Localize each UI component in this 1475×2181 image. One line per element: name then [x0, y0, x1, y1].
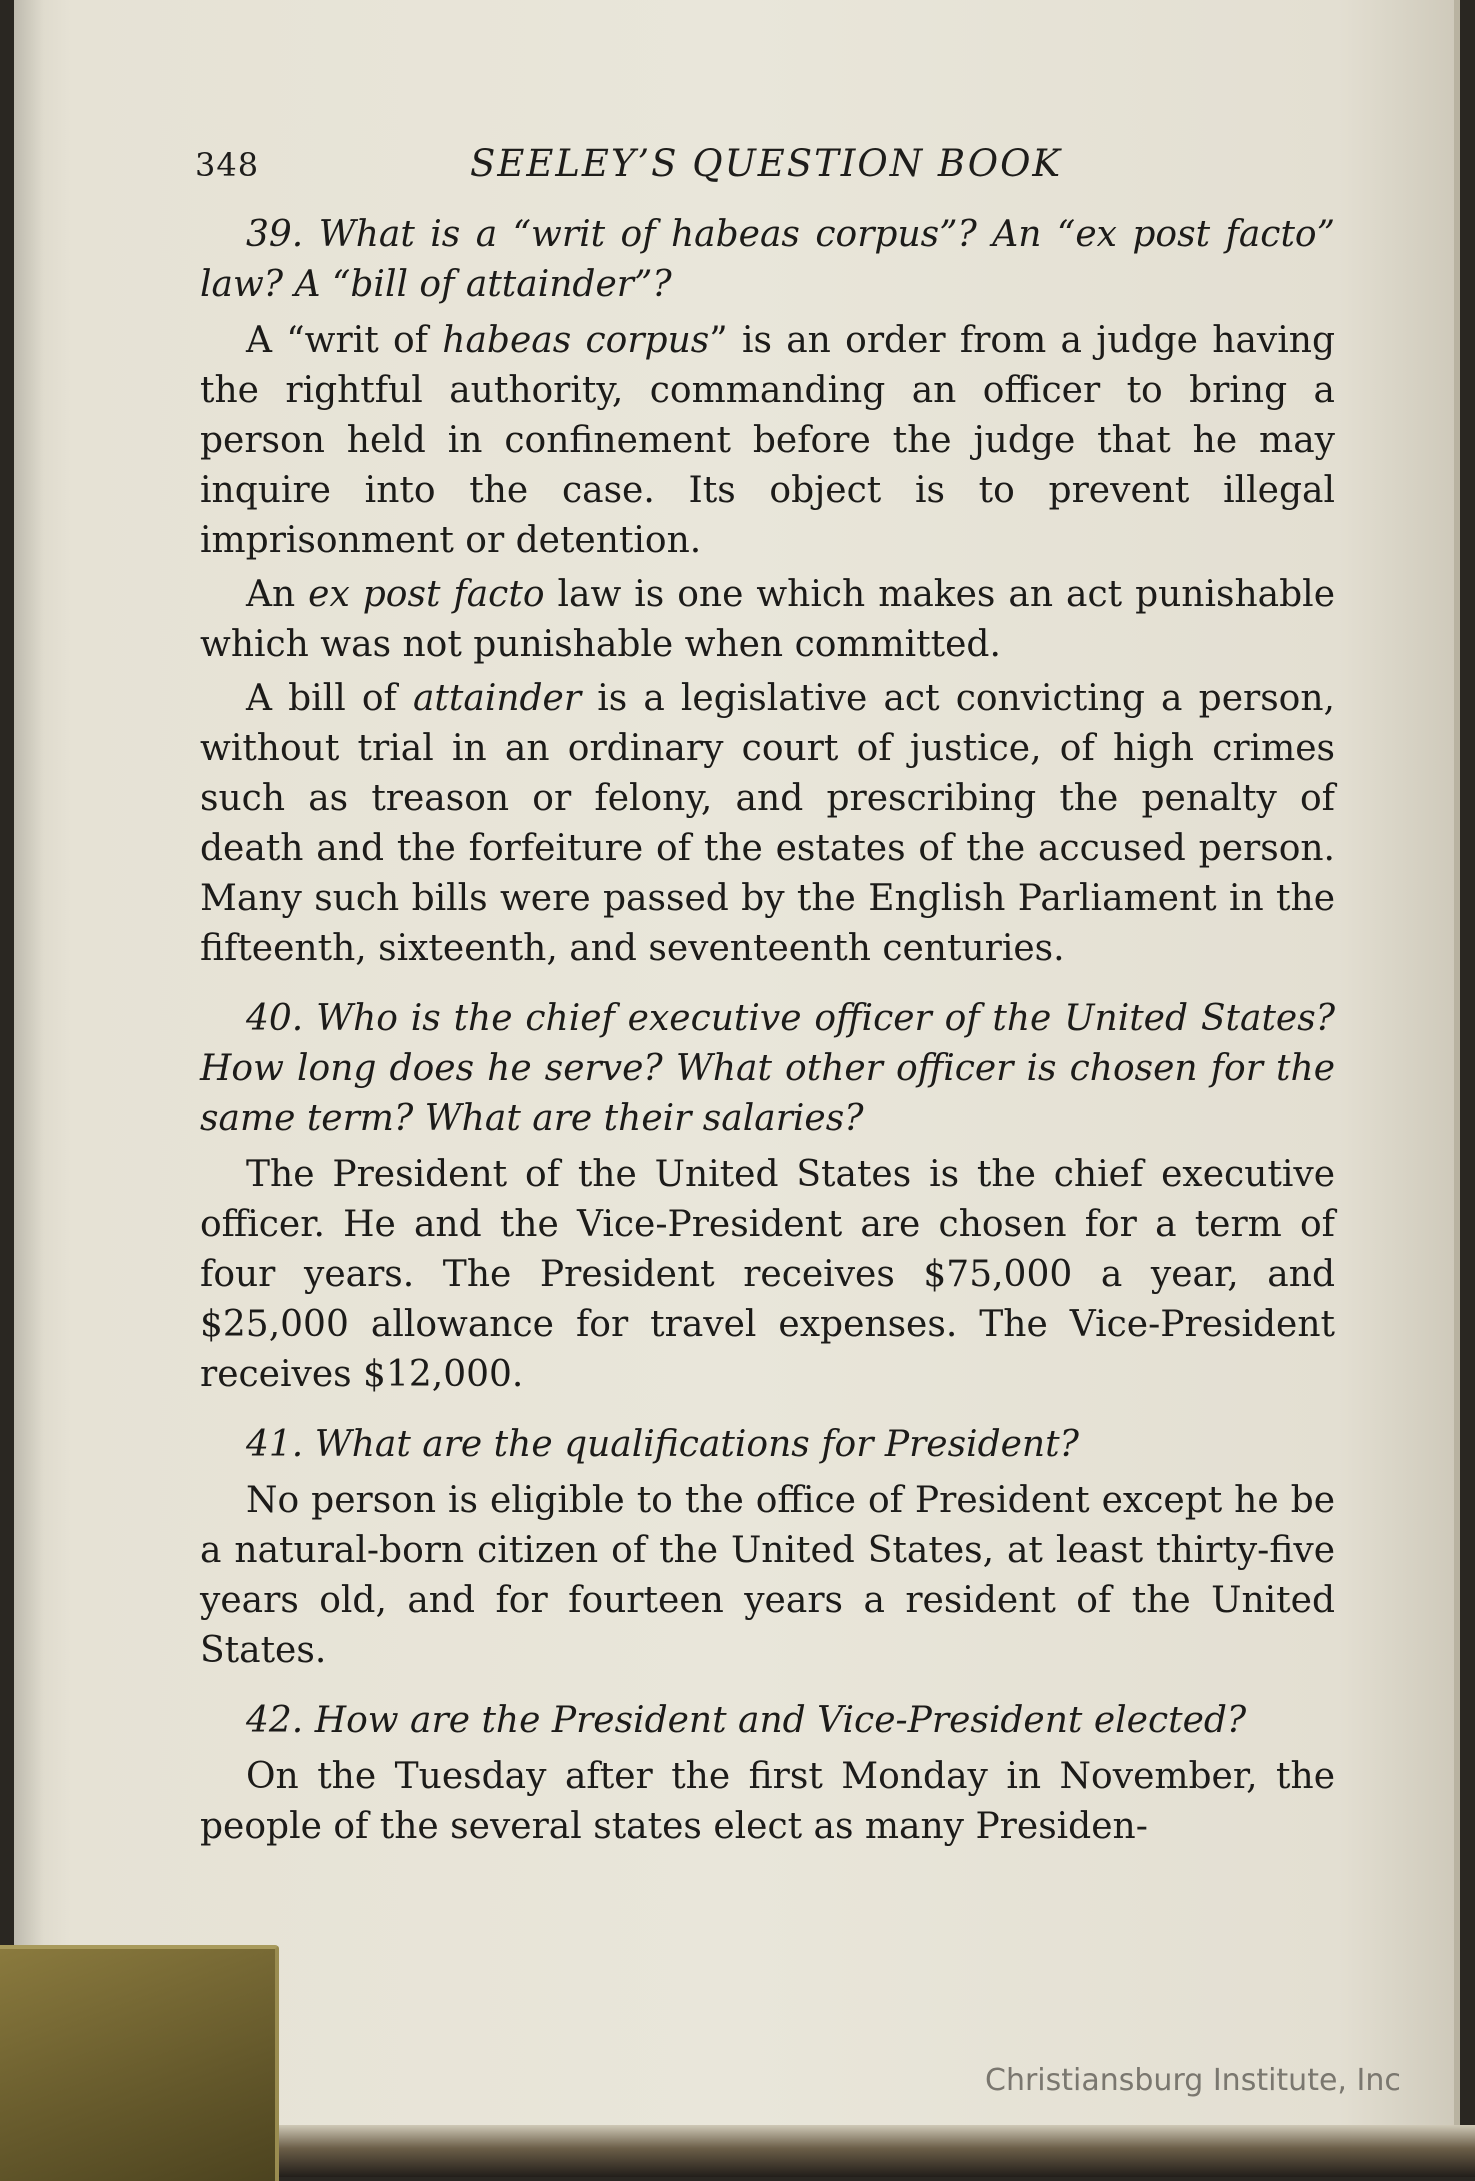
answer-text: A bill of — [246, 678, 413, 719]
answer-text: law is one which makes an act punishable which was not punishable when committed. — [200, 574, 1335, 665]
question-42: 42. How are the President and Vice-President elected? — [246, 1700, 1247, 1741]
page-number: 348 — [195, 146, 260, 184]
spacer — [200, 1680, 1335, 1696]
bookmark-tab — [0, 1945, 279, 2181]
page-gutter-shadow — [14, 0, 44, 2150]
answer-text: An — [246, 574, 309, 615]
answer-text: is a legislative act convicting a person, without trial in an ordinary court of justice, of high crimes such as treason or felony, and prescribing the penalty of death and the forfeiture of the estates of the accused person. Many such bills were passed by the English Parliament in the fifteenth, sixteenth, and seventeenth centuries. — [200, 678, 1335, 969]
question-40: 40. Who is the chief executive officer of the United States? How long does he serve? What other officer is chosen for the same term? What are their salaries? — [200, 998, 1335, 1139]
answer-39-habeas-corpus — [200, 316, 1335, 566]
answer-42: On the Tuesday after the first Monday in November, the people of the several states elect as many Presiden- — [200, 1756, 1335, 1847]
page-header — [195, 138, 1335, 188]
term-attainder: attainder — [412, 678, 582, 719]
spacer — [200, 978, 1335, 994]
question-39: 39. What is a “writ of habeas corpus”? An “ex post facto” law? A “bill of attainder”? — [200, 214, 1335, 305]
running-title: SEELEY’S QUESTION BOOK — [470, 142, 1063, 185]
answer-41: No person is eligible to the office of President except he be a natural-born citizen of the United States, at least thirty-five years old, and for fourteen years a resident of the United States. — [200, 1480, 1335, 1671]
term-habeas-corpus: habeas corpus — [442, 320, 710, 361]
page-body — [200, 210, 1335, 1856]
watermark: Christiansburg Institute, Inc — [985, 2063, 1401, 2098]
answer-39-ex-post-facto — [200, 570, 1335, 670]
term-ex-post-facto: ex post facto — [308, 574, 545, 615]
answer-text: ” is an order from a judge having the rightful authority, commanding an officer to bring a person held in confinement before the judge that he may inquire into the case. Its object is to prevent illegal imprisonment or detention. — [200, 320, 1336, 561]
answer-39-attainder — [200, 674, 1335, 974]
answer-text: A “writ of — [246, 320, 443, 361]
spacer — [200, 1404, 1335, 1420]
question-41: 41. What are the qualifications for President? — [246, 1424, 1079, 1465]
answer-40: The President of the United States is the chief executive officer. He and the Vice-President are chosen for a term of four years. The President receives $75,000 a year, and $25,000 allowance for travel expenses. The Vice-President receives $12,000. — [200, 1154, 1335, 1395]
